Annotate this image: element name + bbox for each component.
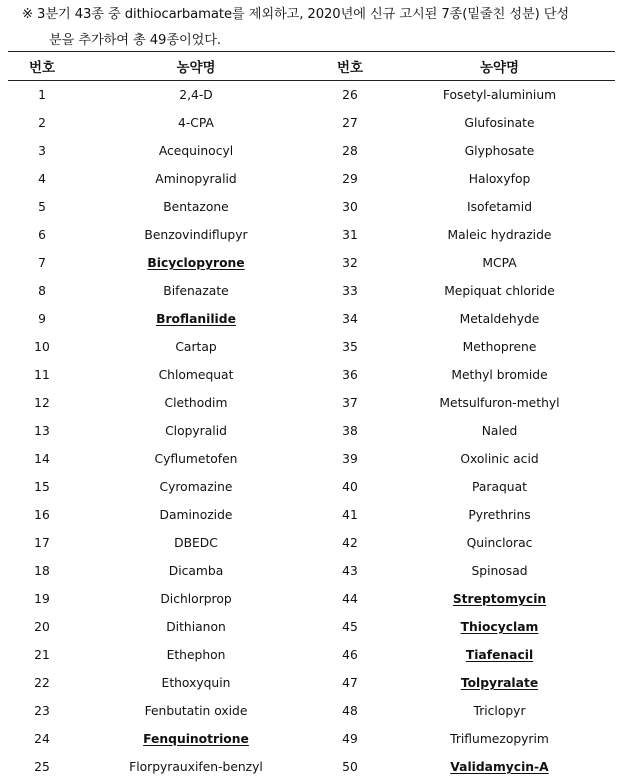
cell-text: Metaldehyde: [460, 312, 540, 326]
cell-text: Florpyrauxifen-benzyl: [129, 760, 263, 774]
table-row: [8, 445, 615, 473]
pesticide-name-right: [384, 137, 615, 165]
pesticide-name-right: [384, 529, 615, 557]
cell-text: Cartap: [175, 340, 216, 354]
pesticide-name-right: [384, 305, 615, 333]
cell-text: 28: [342, 144, 358, 158]
row-number-right: [316, 137, 384, 165]
pesticide-name-left: [76, 725, 316, 753]
cell-text: Ethephon: [167, 648, 226, 662]
cell-text: 9: [38, 312, 46, 326]
row-number-right: [316, 725, 384, 753]
cell-text: Spinosad: [471, 564, 527, 578]
pesticide-name-left: [76, 753, 316, 781]
cell-text: 12: [34, 396, 50, 410]
cell-text: 42: [342, 536, 358, 550]
row-number-right: [316, 669, 384, 697]
pesticide-name-left: [76, 277, 316, 305]
table-row: [8, 81, 615, 110]
pesticide-name-left: [76, 305, 316, 333]
row-number-right: [316, 417, 384, 445]
row-number-right: [316, 305, 384, 333]
new-pesticide-name: Broflanilide: [156, 312, 236, 326]
cell-text: 38: [342, 424, 358, 438]
cell-text: 13: [34, 424, 50, 438]
pesticide-name-right: [384, 445, 615, 473]
pesticide-name-right: [384, 501, 615, 529]
pesticide-name-left: [76, 193, 316, 221]
cell-text: Glyphosate: [465, 144, 535, 158]
cell-text: 31: [342, 228, 358, 242]
cell-text: Chlomequat: [159, 368, 234, 382]
cell-text: 17: [34, 536, 50, 550]
table-row: [8, 417, 615, 445]
cell-text: Benzovindiflupyr: [144, 228, 247, 242]
pesticide-name-right: [384, 585, 615, 613]
pesticide-name-left: [76, 389, 316, 417]
pesticide-name-right: [384, 249, 615, 277]
cell-text: 45: [342, 620, 358, 634]
cell-text: Glufosinate: [464, 116, 534, 130]
row-number-right: [316, 249, 384, 277]
cell-text: 49: [342, 732, 358, 746]
cell-text: Paraquat: [472, 480, 527, 494]
table-body: [8, 81, 615, 781]
cell-text: Clethodim: [165, 396, 228, 410]
footnote: [22, 2, 614, 54]
cell-text: Isofetamid: [467, 200, 532, 214]
pesticide-name-left: [76, 137, 316, 165]
pesticide-name-left: [76, 529, 316, 557]
row-number-left: [8, 81, 76, 110]
row-number-right: [316, 529, 384, 557]
pesticide-name-left: [76, 361, 316, 389]
cell-text: 20: [34, 620, 50, 634]
row-number-right: [316, 473, 384, 501]
cell-text: Maleic hydrazide: [448, 228, 552, 242]
row-number-left: [8, 697, 76, 725]
table-row: [8, 277, 615, 305]
pesticide-name-right: [384, 193, 615, 221]
cell-text: 10: [34, 340, 50, 354]
cell-text: 41: [342, 508, 358, 522]
cell-text: 43: [342, 564, 358, 578]
new-pesticide-name: Bicyclopyrone: [147, 256, 244, 270]
row-number-left: [8, 165, 76, 193]
cell-text: 50: [342, 760, 358, 774]
table-row: [8, 725, 615, 753]
pesticide-name-left: [76, 501, 316, 529]
cell-text: 21: [34, 648, 50, 662]
table-row: [8, 333, 615, 361]
cell-text: 22: [34, 676, 50, 690]
pesticide-name-right: [384, 417, 615, 445]
pesticide-name-left: [76, 585, 316, 613]
row-number-left: [8, 249, 76, 277]
row-number-left: [8, 669, 76, 697]
header-pesticide-name-right: 농약명: [384, 52, 615, 81]
cell-text: Mepiquat chloride: [444, 284, 555, 298]
table-row: [8, 389, 615, 417]
pesticide-table: [8, 51, 615, 781]
row-number-right: [316, 109, 384, 137]
pesticide-name-left: [76, 417, 316, 445]
row-number-left: [8, 137, 76, 165]
pesticide-name-right: [384, 473, 615, 501]
cell-text: Dithianon: [166, 620, 226, 634]
pesticide-name-right: [384, 277, 615, 305]
new-pesticide-name: Streptomycin: [453, 592, 546, 606]
pesticide-name-left: [76, 165, 316, 193]
header-number-left: 번호: [8, 52, 76, 81]
row-number-right: [316, 81, 384, 110]
pesticide-name-right: [384, 613, 615, 641]
cell-text: Daminozide: [160, 508, 233, 522]
cell-text: Clopyralid: [165, 424, 227, 438]
row-number-left: [8, 305, 76, 333]
cell-text: Dicamba: [169, 564, 224, 578]
cell-text: Bifenazate: [163, 284, 228, 298]
row-number-left: [8, 109, 76, 137]
table-row: [8, 361, 615, 389]
cell-text: Methoprene: [463, 340, 537, 354]
row-number-left: [8, 501, 76, 529]
row-number-left: [8, 277, 76, 305]
cell-text: 37: [342, 396, 358, 410]
cell-text: 48: [342, 704, 358, 718]
new-pesticide-name: Tiafenacil: [466, 648, 533, 662]
table-row: [8, 669, 615, 697]
row-number-left: [8, 473, 76, 501]
table-row: [8, 697, 615, 725]
row-number-right: [316, 753, 384, 781]
table-row: [8, 305, 615, 333]
table-row: [8, 165, 615, 193]
row-number-left: [8, 725, 76, 753]
cell-text: 27: [342, 116, 358, 130]
cell-text: Aminopyralid: [155, 172, 236, 186]
table-row: [8, 193, 615, 221]
cell-text: 3: [38, 144, 46, 158]
cell-text: Triclopyr: [473, 704, 525, 718]
row-number-right: [316, 697, 384, 725]
row-number-right: [316, 333, 384, 361]
row-number-right: [316, 501, 384, 529]
cell-text: 32: [342, 256, 358, 270]
pesticide-name-left: [76, 445, 316, 473]
table-row: [8, 249, 615, 277]
row-number-left: [8, 529, 76, 557]
pesticide-name-right: [384, 333, 615, 361]
pesticide-table-container: [8, 51, 615, 781]
row-number-right: [316, 613, 384, 641]
new-pesticide-name: Validamycin-A: [450, 760, 548, 774]
header-number-right: 번호: [316, 52, 384, 81]
cell-text: 25: [34, 760, 50, 774]
cell-text: 7: [38, 256, 46, 270]
cell-text: 11: [34, 368, 50, 382]
pesticide-name-right: [384, 557, 615, 585]
cell-text: Dichlorprop: [160, 592, 231, 606]
cell-text: Cyflumetofen: [155, 452, 238, 466]
cell-text: 47: [342, 676, 358, 690]
table-row: [8, 137, 615, 165]
cell-text: 2: [38, 116, 46, 130]
table-row: [8, 501, 615, 529]
cell-text: 30: [342, 200, 358, 214]
pesticide-name-left: [76, 557, 316, 585]
cell-text: 23: [34, 704, 50, 718]
pesticide-name-left: [76, 109, 316, 137]
header-pesticide-name-left: 농약명: [76, 52, 316, 81]
cell-text: Acequinocyl: [159, 144, 233, 158]
pesticide-name-right: [384, 361, 615, 389]
table-row: [8, 557, 615, 585]
row-number-right: [316, 221, 384, 249]
row-number-right: [316, 277, 384, 305]
table-row: [8, 529, 615, 557]
pesticide-name-right: [384, 641, 615, 669]
new-pesticide-name: Fenquinotrione: [143, 732, 249, 746]
cell-text: Naled: [482, 424, 518, 438]
cell-text: Triflumezopyrim: [450, 732, 549, 746]
cell-text: 2,4-D: [179, 88, 212, 102]
cell-text: Oxolinic acid: [460, 452, 538, 466]
pesticide-name-left: [76, 249, 316, 277]
cell-text: Methyl bromide: [451, 368, 547, 382]
pesticide-name-right: [384, 81, 615, 110]
pesticide-name-right: [384, 165, 615, 193]
cell-text: 19: [34, 592, 50, 606]
pesticide-name-right: [384, 725, 615, 753]
cell-text: 35: [342, 340, 358, 354]
pesticide-name-left: [76, 669, 316, 697]
row-number-right: [316, 165, 384, 193]
row-number-right: [316, 361, 384, 389]
cell-text: Bentazone: [163, 200, 229, 214]
table-row: [8, 641, 615, 669]
cell-text: 18: [34, 564, 50, 578]
new-pesticide-name: Tolpyralate: [461, 676, 538, 690]
pesticide-name-left: [76, 473, 316, 501]
cell-text: 4-CPA: [178, 116, 214, 130]
footnote-line-1: ※ 3분기 43종 중 dithiocarbamate를 제외하고, 2020년에 신규 고시된 7종(밑줄친 성분) 단성: [22, 2, 614, 28]
cell-text: 29: [342, 172, 358, 186]
cell-text: 16: [34, 508, 50, 522]
table-header-row: [8, 52, 615, 81]
cell-text: 24: [34, 732, 50, 746]
row-number-left: [8, 585, 76, 613]
row-number-right: [316, 445, 384, 473]
row-number-left: [8, 333, 76, 361]
pesticide-name-right: [384, 221, 615, 249]
cell-text: 1: [38, 88, 46, 102]
cell-text: 36: [342, 368, 358, 382]
pesticide-name-left: [76, 81, 316, 110]
pesticide-name-left: [76, 697, 316, 725]
cell-text: 34: [342, 312, 358, 326]
row-number-right: [316, 557, 384, 585]
cell-text: Fenbutatin oxide: [145, 704, 248, 718]
row-number-left: [8, 361, 76, 389]
table-row: [8, 473, 615, 501]
cell-text: 15: [34, 480, 50, 494]
cell-text: DBEDC: [174, 536, 218, 550]
table-row: [8, 109, 615, 137]
pesticide-name-right: [384, 753, 615, 781]
cell-text: 6: [38, 228, 46, 242]
cell-text: Haloxyfop: [469, 172, 531, 186]
pesticide-name-right: [384, 669, 615, 697]
row-number-left: [8, 221, 76, 249]
cell-text: 4: [38, 172, 46, 186]
row-number-left: [8, 557, 76, 585]
row-number-left: [8, 389, 76, 417]
table-row: [8, 221, 615, 249]
cell-text: Metsulfuron-methyl: [439, 396, 559, 410]
row-number-left: [8, 613, 76, 641]
pesticide-name-left: [76, 613, 316, 641]
pesticide-name-right: [384, 697, 615, 725]
cell-text: Quinclorac: [467, 536, 533, 550]
cell-text: 40: [342, 480, 358, 494]
pesticide-name-left: [76, 641, 316, 669]
row-number-left: [8, 193, 76, 221]
row-number-right: [316, 193, 384, 221]
cell-text: Cyromazine: [160, 480, 233, 494]
pesticide-name-left: [76, 221, 316, 249]
cell-text: 39: [342, 452, 358, 466]
row-number-right: [316, 389, 384, 417]
cell-text: Ethoxyquin: [162, 676, 231, 690]
row-number-left: [8, 445, 76, 473]
table-row: [8, 585, 615, 613]
pesticide-name-right: [384, 389, 615, 417]
cell-text: 14: [34, 452, 50, 466]
cell-text: 8: [38, 284, 46, 298]
cell-text: 44: [342, 592, 358, 606]
row-number-right: [316, 641, 384, 669]
cell-text: 33: [342, 284, 358, 298]
cell-text: 5: [38, 200, 46, 214]
table-row: [8, 753, 615, 781]
cell-text: 26: [342, 88, 358, 102]
table-row: [8, 613, 615, 641]
cell-text: MCPA: [482, 256, 516, 270]
cell-text: Fosetyl-aluminium: [443, 88, 556, 102]
pesticide-name-left: [76, 333, 316, 361]
footnote-line-2: 분을 추가하여 총 49종이었다.: [22, 28, 614, 54]
row-number-right: [316, 585, 384, 613]
pesticide-name-right: [384, 109, 615, 137]
new-pesticide-name: Thiocyclam: [461, 620, 539, 634]
cell-text: 46: [342, 648, 358, 662]
row-number-left: [8, 641, 76, 669]
row-number-left: [8, 753, 76, 781]
cell-text: Pyrethrins: [468, 508, 530, 522]
row-number-left: [8, 417, 76, 445]
